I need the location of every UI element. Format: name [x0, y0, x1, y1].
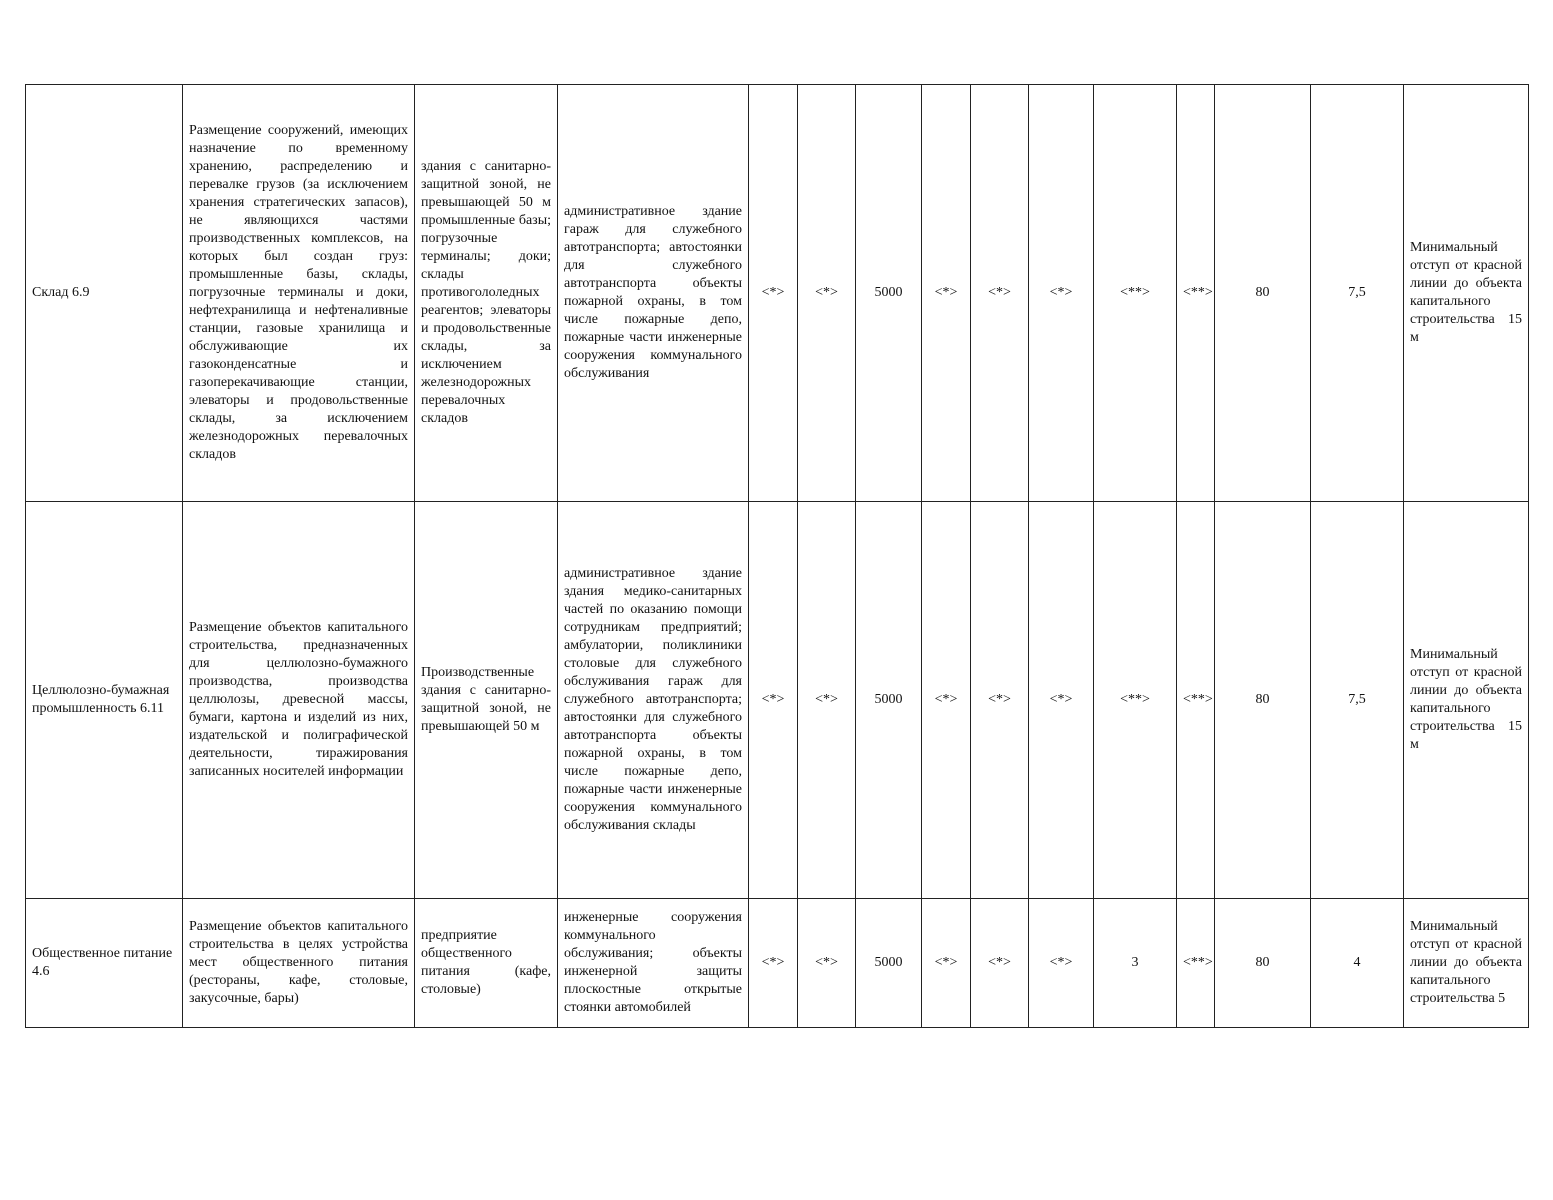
parameter-cell: 5000 [856, 899, 922, 1028]
table-row [26, 502, 1529, 899]
table-row [26, 899, 1529, 1028]
note-cell: Минимальный отступ от красной линии до объекта капитального строительства 5 [1404, 899, 1529, 1028]
parameter-cell: <*> [922, 502, 971, 899]
main-use-types: здания с санитарно-защитной зоной, не превышающей 50 м промышленные базы; погрузочные терминалы; доки; склады противогололедных реагентов; элеваторы и продовольственные склады, за исключением железнодорожных перевалочных складов [415, 85, 558, 502]
land-use-name: Общественное питание 4.6 [26, 899, 183, 1028]
table-row [26, 85, 1529, 502]
parameter-cell: <*> [1029, 899, 1094, 1028]
parameter-cell: <*> [749, 85, 798, 502]
parameter-cell: <*> [798, 85, 856, 502]
note-cell: Минимальный отступ от красной линии до объекта капитального строительства 15 м [1404, 502, 1529, 899]
parameter-cell: <*> [971, 899, 1029, 1028]
parameter-cell: 5000 [856, 502, 922, 899]
parameter-cell: <**> [1094, 502, 1177, 899]
land-use-name: Целлюлозно-бумажная промышленность 6.11 [26, 502, 183, 899]
land-use-description: Размещение сооружений, имеющих назначение по временному хранению, распределению и перевалке грузов (за исключением хранения стратегических запасов), не являющихся частями производственных комплексов, на которых был создан груз: промышленные базы, склады, погрузочные терминалы и доки, нефтехранилища и нефтеналивные станции, газовые хранилища и обслуживающие их газоконденсатные и газоперекачивающие станции, элеваторы и продовольственные склады, за исключением железнодорожных перевалочных складов [183, 85, 415, 502]
parameter-cell: <**> [1177, 899, 1215, 1028]
parameter-cell: 3 [1094, 899, 1177, 1028]
parameter-cell: <**> [1177, 85, 1215, 502]
parameter-cell: <*> [749, 502, 798, 899]
zoning-regulations-table [25, 84, 1529, 1028]
parameter-cell: 80 [1215, 502, 1311, 899]
parameter-cell: 80 [1215, 85, 1311, 502]
parameter-cell: <*> [922, 899, 971, 1028]
note-cell: Минимальный отступ от красной линии до объекта капитального строительства 15 м [1404, 85, 1529, 502]
parameter-cell: 80 [1215, 899, 1311, 1028]
parameter-cell: 5000 [856, 85, 922, 502]
auxiliary-use-types: инженерные сооружения коммунального обслуживания; объекты инженерной защиты плоскостные открытые стоянки автомобилей [558, 899, 749, 1028]
parameter-cell: 4 [1311, 899, 1404, 1028]
parameter-cell: <**> [1177, 502, 1215, 899]
parameter-cell: <**> [1094, 85, 1177, 502]
parameter-cell: 7,5 [1311, 85, 1404, 502]
main-use-types: предприятие общественного питания (кафе, столовые) [415, 899, 558, 1028]
auxiliary-use-types: административное здание гараж для служебного автотранспорта; автостоянки для служебного автотранспорта объекты пожарной охраны, в том числе пожарные депо, пожарные части инженерные сооружения коммунального обслуживания [558, 85, 749, 502]
parameter-cell: <*> [798, 899, 856, 1028]
parameter-cell: <*> [749, 899, 798, 1028]
main-use-types: Производственные здания с санитарно-защитной зоной, не превышающей 50 м [415, 502, 558, 899]
parameter-cell: 7,5 [1311, 502, 1404, 899]
land-use-description: Размещение объектов капитального строительства, предназначенных для целлюлозно-бумажного производства, производства целлюлозы, древесной массы, бумаги, картона и изделий из них, издательской и полиграфической деятельности, тиражирования записанных носителей информации [183, 502, 415, 899]
parameter-cell: <*> [922, 85, 971, 502]
land-use-name: Склад 6.9 [26, 85, 183, 502]
auxiliary-use-types: административное здание здания медико-санитарных частей по оказанию помощи сотрудникам предприятий; амбулатории, поликлиники столовые для служебного обслуживания гараж для служебного автотранспорта; автостоянки для служебного автотранспорта объекты пожарной охраны, в том числе пожарные депо, пожарные части инженерные сооружения коммунального обслуживания склады [558, 502, 749, 899]
parameter-cell: <*> [1029, 85, 1094, 502]
parameter-cell: <*> [1029, 502, 1094, 899]
parameter-cell: <*> [971, 85, 1029, 502]
parameter-cell: <*> [798, 502, 856, 899]
parameter-cell: <*> [971, 502, 1029, 899]
land-use-description: Размещение объектов капитального строительства в целях устройства мест общественного питания (рестораны, кафе, столовые, закусочные, бары) [183, 899, 415, 1028]
